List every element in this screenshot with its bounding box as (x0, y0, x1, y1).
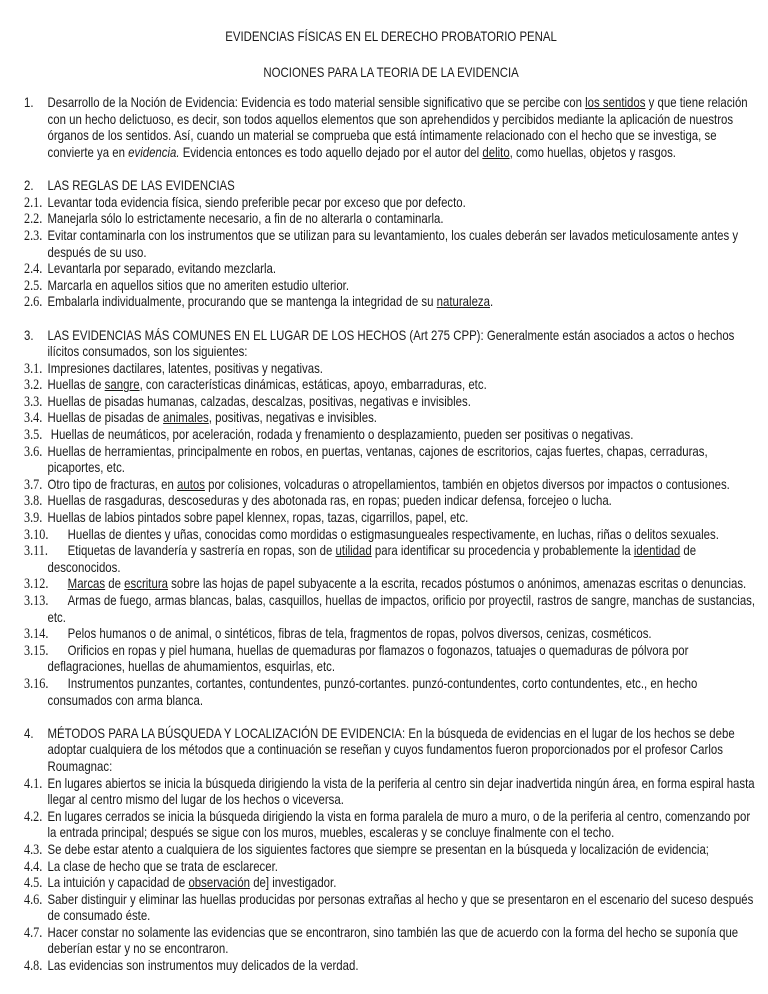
list-item (24, 294, 758, 311)
list-item (24, 626, 758, 643)
text-run: , con características dinámicas, estáticas, apoyo, embarraduras, etc. (139, 377, 487, 393)
text-run: y que tiene relación con un hecho delictuoso, es decir, son todos aquellos elementos que son aprehendidos y percibidos mediante la aplicación de nuestros órganos de los sentidos. Así, cuando un material se comprueba que está íntimamente relacionado con el hecho que se investiga, se convierte ya en (47, 95, 748, 160)
text-run: LAS REGLAS DE LAS EVIDENCIAS (47, 178, 235, 194)
text-run: de desconocidos. (47, 543, 697, 575)
list-item (24, 410, 758, 427)
list-item (24, 859, 758, 876)
list-item (24, 892, 758, 925)
text-run: Huellas de herramientas, principalmente en robos, en puertas, ventanas, cajones de escritorios, cajas fuertes, chapas, cerraduras, picaportes, etc. (47, 443, 708, 476)
text-run: Saber distinguir y eliminar las huellas producidas por personas extrañas al hecho y que se presentaron en el escenario del suceso después de consumado éste. (47, 891, 754, 924)
list-item (24, 925, 758, 958)
section-heading (24, 95, 758, 161)
list-item (24, 377, 758, 394)
text-run: Instrumentos punzantes, cortantes, contundentes, punzó-cortantes. punzó-contundentes, corto contundentes, etc., en hecho consumados con arma blanca. (47, 675, 698, 708)
text-run: Huellas de neumáticos, por aceleración, rodada y frenamiento o desplazamiento, pueden ser positivas o negativas. (47, 427, 634, 443)
text-run: Manejarla sólo lo estrictamente necesario, a fin de no alterarla o contaminarla. (47, 211, 444, 227)
text-run: Embalarla individualmente, procurando que se mantenga la integridad de su (47, 294, 437, 310)
item-number: 3.10. (24, 526, 49, 543)
item-number: 2.5. (24, 277, 43, 294)
text-run: Huellas de dientes y uñas, conocidas como mordidas o estigmasungueales respectivamente, en luchas, riñas o delitos sexuales. (67, 526, 719, 542)
item-number: 4.2. (24, 808, 43, 825)
list-item (24, 809, 758, 842)
text-run: Huellas de (47, 377, 105, 393)
list-item (24, 261, 758, 278)
underlined-text: autos (176, 476, 205, 492)
text-run: Levantar toda evidencia física, siendo preferible pecar por exceso que por defecto. (47, 194, 466, 210)
list-item (24, 493, 758, 510)
text-run: Huellas de pisadas humanas, calzadas, descalzas, positivas, negativas e invisibles. (47, 393, 471, 409)
text-run: Hacer constar no solamente las evidencias que se encontraron, sino también las que de acuerdo con la forma del hecho se suponía que deberían estar y no se encontraron. (47, 924, 739, 957)
underlined-text: animales (163, 410, 209, 426)
item-number: 2.1. (24, 194, 43, 211)
item-number: 4.1. (24, 775, 43, 792)
list-item (24, 776, 758, 809)
item-number: 4.4. (24, 858, 43, 875)
text-run: La intuición y capacidad de (47, 875, 189, 891)
list-item (24, 444, 758, 477)
document-body (24, 95, 758, 974)
item-number: 3.2. (24, 377, 43, 394)
underlined-text: Marcas (67, 576, 106, 592)
document-title: EVIDENCIAS FÍSICAS EN EL DERECHO PROBATORIO PENAL (225, 29, 557, 44)
text-run: Orificios en ropas y piel humana, huellas de quemaduras por flamazos o fogonazos, tatuajes o quemaduras de pólvora por deflagraciones, huellas de ahumamientos, esquirlas, etc. (47, 642, 689, 675)
text-run: sobre las hojas de papel subyacente a la escrita, recados póstumos o anónimos, amenazas escritas o denuncias. (167, 576, 747, 592)
item-number: 4.8. (24, 958, 43, 975)
text-run: Huellas de pisadas de (47, 410, 164, 426)
list-item (24, 394, 758, 411)
item-number: 3.14. (24, 626, 49, 643)
list-item (24, 676, 758, 709)
underlined-text: delito (482, 144, 510, 160)
list-item (24, 195, 758, 212)
text-run: , como huellas, objetos y rasgos. (509, 144, 676, 160)
text-run: Las evidencias son instrumentos muy delicados de la verdad. (47, 958, 359, 974)
item-number: 4.5. (24, 875, 43, 892)
list-item (24, 228, 758, 261)
text-run: Otro tipo de fracturas, en (47, 476, 177, 492)
text-run: Impresiones dactilares, latentes, positivas y negativas. (47, 360, 323, 376)
text-run: Huellas de rasgaduras, descoseduras y des abotonada ras, en ropas; pueden indicar defensa, forcejeo o lucha. (47, 493, 612, 509)
text-run: LAS EVIDENCIAS MÁS COMUNES EN EL LUGAR DE LOS HECHOS (Art 275 CPP): Generalmente están asociados a actos o hechos ilícitos consumados, son los siguientes: (47, 327, 735, 360)
list-item (24, 958, 758, 975)
list-item (24, 576, 758, 593)
list-item (24, 477, 758, 494)
list-item (24, 875, 758, 892)
list-item (24, 211, 758, 228)
section-4 (24, 726, 758, 975)
text-run: Evidencia entonces es todo aquello dejado por el autor del (179, 144, 483, 160)
text-run: La clase de hecho que se trata de esclarecer. (47, 858, 278, 874)
text-run: Evitar contaminarla con los instrumentos que se utilizan para su levantamiento, los cuales deberán ser lavados meticulosamente antes y después de su uso. (47, 227, 739, 260)
text-run: de] investigador. (250, 875, 337, 891)
section-number: 4. (24, 725, 34, 741)
underlined-text: sangre (104, 377, 140, 393)
item-number: 3.1. (24, 360, 43, 377)
item-number: 2.4. (24, 261, 43, 278)
list-item (24, 842, 758, 859)
section-heading (24, 178, 758, 195)
item-number: 4.7. (24, 924, 43, 941)
item-number: 2.6. (24, 294, 43, 311)
underlined-text: los sentidos (585, 95, 646, 111)
section-2 (24, 178, 758, 311)
item-number: 3.12. (24, 576, 49, 593)
item-number: 3.6. (24, 443, 43, 460)
item-number: 3.13. (24, 593, 49, 609)
section-heading (24, 328, 758, 361)
list-item (24, 643, 758, 676)
item-number: 3.11. (24, 543, 48, 560)
text-run: Etiquetas de lavandería y sastrería en ropas, son de (67, 543, 336, 559)
item-number: 4.3. (24, 841, 43, 858)
text-run: Armas de fuego, armas blancas, balas, casquillos, huellas de impactos, orificio por proyectil, rastros de sangre, manchas de sustancias, etc. (47, 593, 756, 625)
item-number: 3.9. (24, 510, 43, 527)
section-number: 3. (24, 327, 34, 343)
item-number: 3.5. (24, 427, 43, 444)
text-run: Huellas de labios pintados sobre papel klennex, ropas, tazas, cigarrillos, papel, etc. (47, 510, 469, 526)
list-item (24, 427, 758, 444)
item-number: 4.6. (24, 891, 43, 908)
text-run: . (489, 294, 494, 310)
underlined-text: utilidad (335, 543, 372, 559)
item-number: 2.3. (24, 227, 43, 244)
text-run: Marcarla en aquellos sitios que no ameriten estudio ulterior. (47, 277, 350, 293)
list-item (24, 278, 758, 295)
text-run: por colisiones, volcaduras o atropellamientos, también en objetos diversos por impactos o contusiones. (204, 476, 730, 492)
text-run: , positivas, negativas e invisibles. (208, 410, 377, 426)
text-run: En lugares cerrados se inicia la búsqueda dirigiendo la vista en forma paralela de muro a muro, o de la periferia al centro, comenzando por la entrada principal; después se sigue con los muros, muebles, escaleras y se concluye finalmente con el techo. (47, 808, 751, 841)
text-run: para identificar su procedencia y probablemente la (371, 543, 634, 559)
item-number: 3.8. (24, 493, 43, 510)
list-item (24, 527, 758, 544)
text-run: evidencia. (128, 144, 180, 160)
item-number: 3.4. (24, 410, 43, 427)
underlined-text: naturaleza (436, 294, 490, 310)
underlined-text: observación (188, 875, 251, 891)
section-1 (24, 95, 758, 161)
item-number: 3.15. (24, 642, 49, 659)
text-run: MÉTODOS PARA LA BÚSQUEDA Y LOCALIZACIÓN DE EVIDENCIA: En la búsqueda de evidencias en el lugar de los hechos se debe adoptar cualquiera de los métodos que a continuación se reseñan y cuyos fundamentos fueron proporcionados por el profesor Carlos Roumagnac: (47, 725, 735, 774)
list-item (24, 543, 758, 576)
underlined-text: escritura (124, 576, 168, 592)
section-3 (24, 328, 758, 710)
text-run: de (105, 576, 125, 592)
document-subtitle: NOCIONES PARA LA TEORIA DE LA EVIDENCIA (263, 64, 519, 80)
item-number: 3.16. (24, 675, 49, 692)
text-run: Pelos humanos o de animal, o sintéticos, fibras de tela, fragmentos de ropas, polvos diversos, cenizas, cosméticos. (67, 626, 652, 642)
item-number: 3.3. (24, 393, 43, 410)
document-page (24, 29, 758, 991)
text-run: Se debe estar atento a cualquiera de los siguientes factores que siempre se presentan en la búsqueda y localización de evidencia; (47, 841, 709, 857)
item-number: 2.2. (24, 211, 43, 228)
section-number: 2. (24, 178, 34, 194)
underlined-text: identidad (633, 543, 681, 559)
section-heading (24, 726, 758, 776)
item-number: 3.7. (24, 476, 43, 493)
list-item (24, 361, 758, 378)
list-item (24, 510, 758, 527)
text-run: Desarrollo de la Noción de Evidencia: Evidencia es todo material sensible significativo que se percibe con (47, 95, 586, 111)
text-run: Levantarla por separado, evitando mezclarla. (47, 261, 277, 277)
text-run: En lugares abiertos se inicia la búsqueda dirigiendo la vista de la periferia al centro sin dejar inadvertida ningún área, en forma espiral hasta llegar al centro mismo del lugar de los hechos o viceversa. (47, 775, 755, 808)
section-number: 1. (24, 95, 34, 111)
list-item (24, 593, 758, 626)
